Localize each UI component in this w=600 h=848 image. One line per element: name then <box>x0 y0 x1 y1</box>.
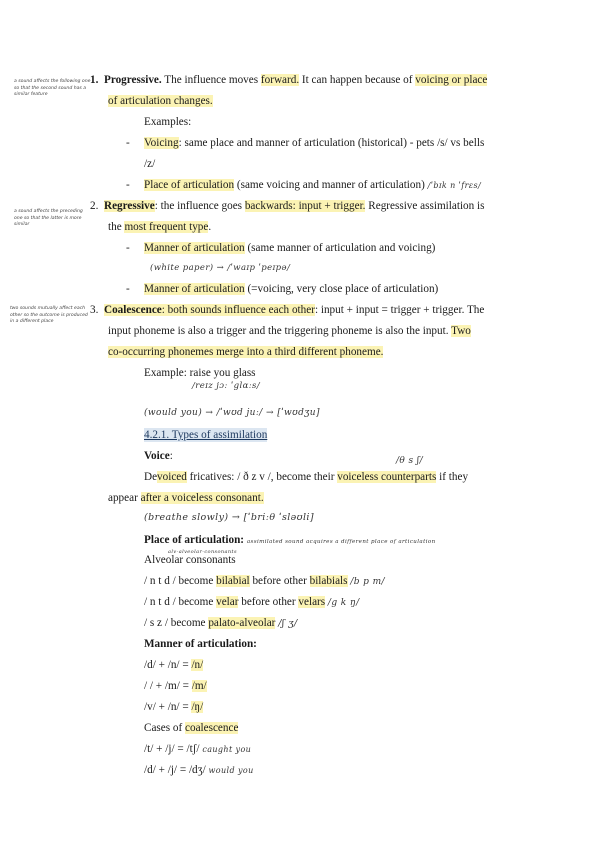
manner2-line <box>144 282 438 296</box>
highlight: voiceless counterparts <box>337 471 437 483</box>
text: (same manner of articulation and voicing) <box>247 242 436 254</box>
highlight: backwards: input + trigger. <box>244 200 366 212</box>
progressive-line-2 <box>108 94 213 108</box>
cases-line <box>144 721 238 735</box>
voicing-line <box>144 136 484 150</box>
text: : the influence goes <box>154 200 243 212</box>
alveolar-label: Alveolar consonants <box>144 554 236 566</box>
text: Cases of <box>144 722 183 734</box>
regressive-title: Regressive <box>103 200 155 212</box>
voicing-line-2: /z/ <box>144 158 156 170</box>
margin-note-coalescence: two sounds mutually affect each other so the outcome is produced in a different place <box>10 306 88 324</box>
highlight: bilabials <box>309 575 348 587</box>
text: if they <box>439 471 469 483</box>
examples-label: Examples: <box>144 116 192 128</box>
place-line <box>144 178 481 193</box>
handwritten-note: would you <box>208 766 254 775</box>
margin-note-progressive: a sound affects the following one so that the second sound has a similar feature <box>14 79 91 97</box>
text: : input + input = trigger + trigger. The <box>314 304 485 316</box>
manner-label: Manner of articulation: <box>144 638 257 650</box>
breathe-handwritten: (breathe slowly) → [ˈbriːθ ˈsləʊli] <box>144 512 314 523</box>
item-number: 3. <box>90 304 99 316</box>
bullet-voicing: - <box>126 137 130 149</box>
highlight: : both sounds influence each other <box>161 304 315 316</box>
manner-row-2 <box>144 679 207 693</box>
text: : same place and manner of articulation (historical) - pets /s/ vs bells <box>178 137 485 149</box>
coalescence-title: Coalescence <box>103 304 162 316</box>
progressive-line-1 <box>90 73 487 87</box>
would-you-handwritten: (would you) → /ˈwʊd juː/ → [ˈwʊdʒu] <box>144 408 320 418</box>
section-heading-text: 4.2.1. Types of assimilation <box>144 429 268 441</box>
place-row-bilabial <box>144 574 385 589</box>
bullet-place: - <box>126 179 130 191</box>
alv-handwritten: alv-alveolar-consonants <box>168 549 237 555</box>
text: It can happen because of <box>301 74 413 86</box>
manner-line <box>144 241 435 255</box>
highlight: most frequent type <box>124 221 209 233</box>
regressive-line-2: the most frequent type. <box>108 221 212 233</box>
handwritten-note: /g k ŋ/ <box>327 598 360 608</box>
place-handwritten: assimilated sound acquires a different place of articulation <box>246 539 436 545</box>
handwritten-note: caught you <box>202 745 252 754</box>
text: Regressive assimilation is <box>368 200 485 212</box>
text: /v/ + /n/ = <box>144 701 192 713</box>
highlight: velar <box>216 596 239 608</box>
voice-label: Voice <box>144 450 170 462</box>
example-handwritten: /reɪz jɔː ˈglɑːs/ <box>192 381 261 391</box>
text: De <box>144 471 158 483</box>
highlight: bilabial <box>216 575 250 587</box>
manner-row-1 <box>144 658 203 672</box>
text: /d/ + /n/ = <box>144 659 192 671</box>
text: The influence moves <box>164 74 259 86</box>
voice-label-line: Voice: <box>144 450 173 462</box>
text: appear <box>108 492 138 504</box>
margin-note-regressive: a sound affects the preceding one so that the latter is more similar <box>14 209 83 227</box>
item-number: 2. <box>90 200 99 212</box>
coalescence-line-3 <box>108 345 383 359</box>
bullet-manner: - <box>126 242 130 254</box>
highlight: Two <box>451 325 471 337</box>
handwritten-note: /b p m/ <box>350 577 385 587</box>
text: before other <box>252 575 307 587</box>
text: (same voicing and manner of articulation) <box>236 179 425 191</box>
highlight: /n/ <box>191 659 204 671</box>
highlight: after a voiceless consonant. <box>140 492 264 504</box>
text: / / + /m/ = <box>144 680 192 692</box>
highlight: Voicing <box>144 137 179 149</box>
highlight: Manner of articulation <box>144 242 245 254</box>
regressive-line-1 <box>90 199 485 213</box>
highlight: velars <box>298 596 326 608</box>
section-heading[interactable] <box>144 428 267 442</box>
coal-row-1 <box>144 742 251 757</box>
highlight: coalescence <box>185 722 239 734</box>
text: input phoneme is also a trigger and the triggering phoneme is also the input. <box>108 325 449 337</box>
highlight: voiced <box>157 471 187 483</box>
highlight: Manner of articulation <box>144 283 245 295</box>
coalescence-line-2 <box>108 324 471 338</box>
progressive-title: Progressive. <box>103 74 162 86</box>
coal-row-2 <box>144 763 254 778</box>
highlight: of articulation changes. <box>108 95 213 107</box>
highlight: voicing or place <box>415 74 488 86</box>
coalescence-line-1 <box>90 303 484 317</box>
text: /d/ + /j/ = /dʒ/ <box>144 764 206 776</box>
handwritten-note: /ʃ ʒ/ <box>278 618 298 629</box>
place-label: Place of articulation: <box>144 534 245 546</box>
text: (=voicing, very close place of articulation) <box>247 283 439 295</box>
item-number: 1. <box>90 74 99 86</box>
text: fricatives: / ð z v /, become their <box>189 471 335 483</box>
text: /t/ + /j/ = /tʃ/ <box>144 743 200 755</box>
voice-handwritten: /θ s ʃ/ <box>396 456 424 466</box>
highlight: forward. <box>260 74 300 86</box>
text: before other <box>241 596 296 608</box>
coalescence-example: Example: raise you glass <box>144 367 256 379</box>
highlight: /m/ <box>191 680 207 692</box>
appear-line <box>108 491 264 505</box>
text: / n t d / become <box>144 575 214 587</box>
highlight: /ŋ/ <box>191 701 204 713</box>
highlight: co-occurring phonemes merge into a third different phoneme. <box>108 346 384 358</box>
manner-row-3 <box>144 700 203 714</box>
highlight: Place of articulation <box>144 179 235 191</box>
bullet-manner2: - <box>126 283 130 295</box>
text: / n t d / become <box>144 596 214 608</box>
highlight: palato-alveolar <box>208 617 276 629</box>
place-row-palato <box>144 616 298 631</box>
place-row-velar <box>144 595 360 610</box>
devoiced-line <box>144 470 468 484</box>
manner-handwritten: (white paper) → /ˈwaɪp ˈpeɪpə/ <box>150 263 291 273</box>
text: / s z / become <box>144 617 206 629</box>
manner-label-line <box>144 637 257 651</box>
text: the <box>108 221 122 233</box>
handwritten-note: /ˈbɪk n ˈfrɛs/ <box>427 181 482 190</box>
